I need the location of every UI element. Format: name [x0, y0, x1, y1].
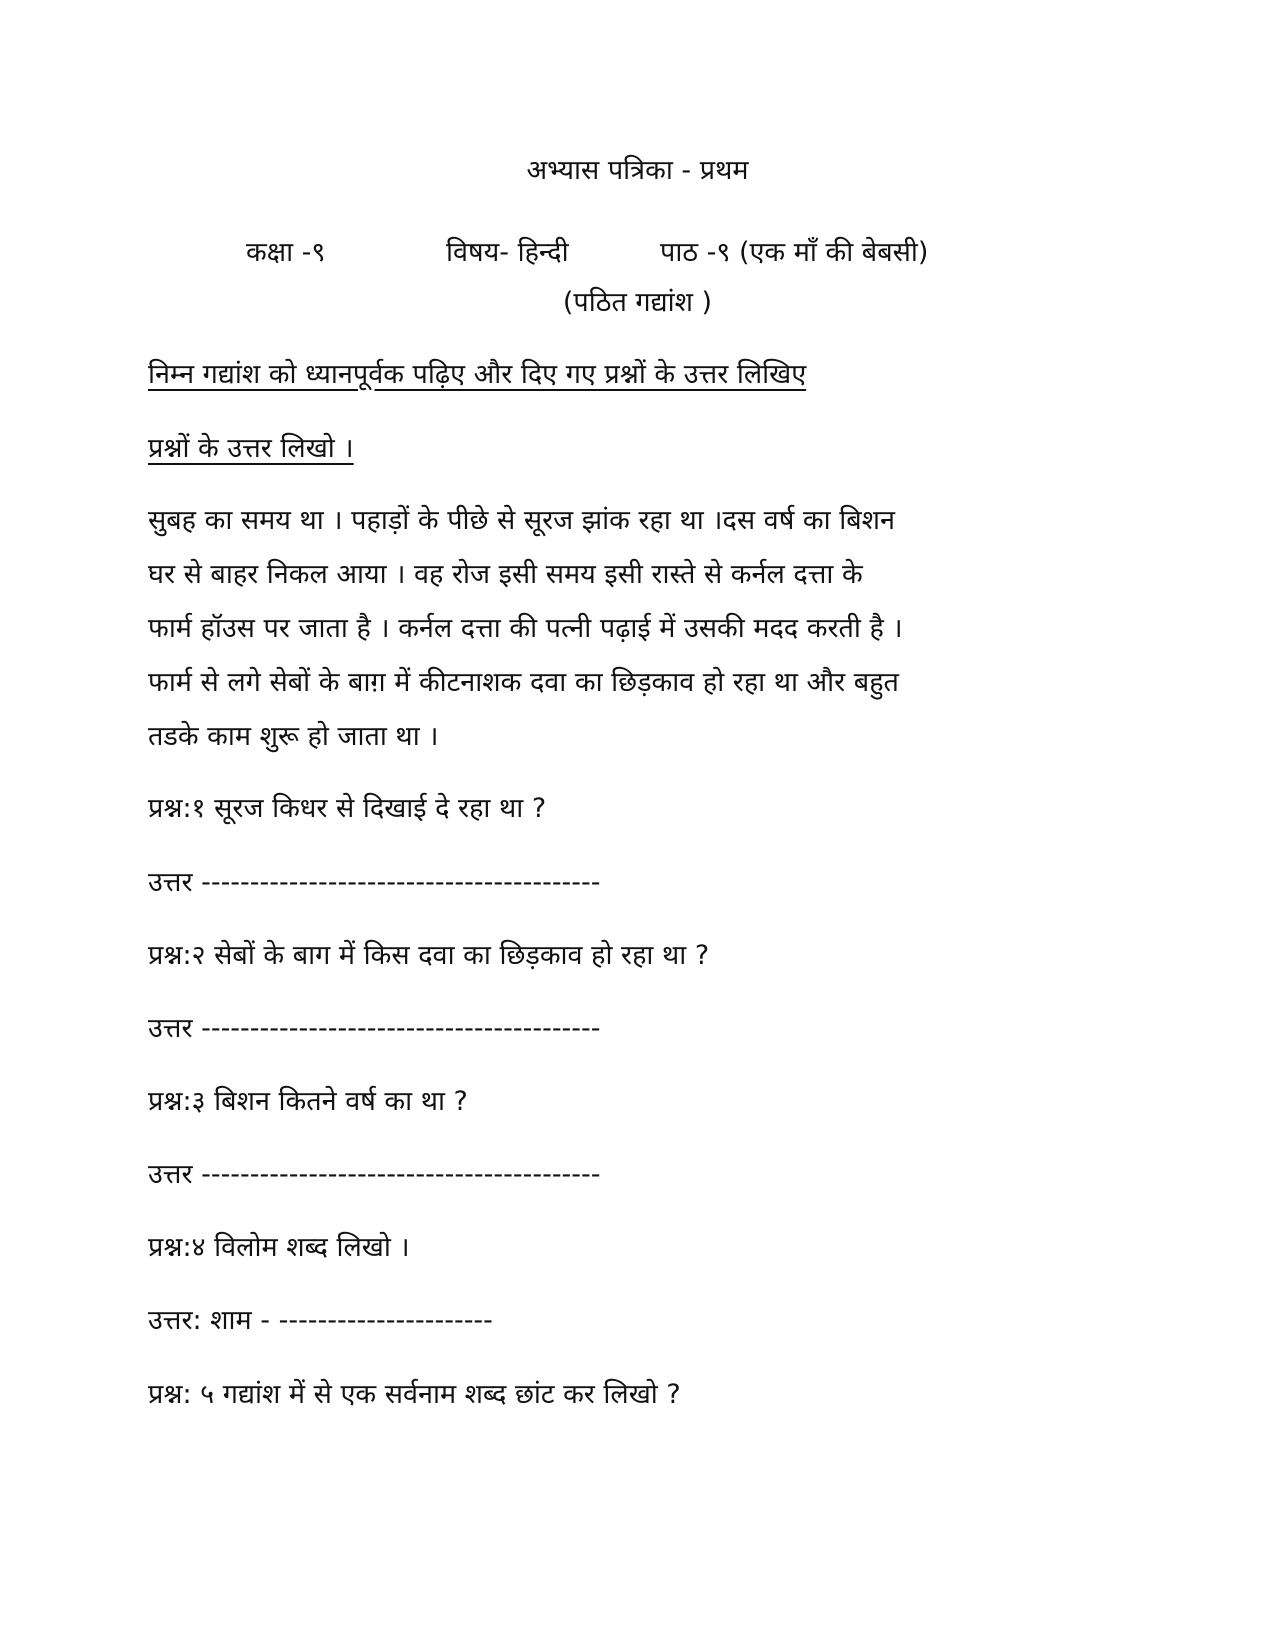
lesson-label: पाठ -९ (एक माँ की बेबसी) — [660, 237, 929, 268]
question-1: प्रश्न:१ सूरज किधर से दिखाई दे रहा था ? — [148, 793, 547, 824]
passage-line: तडके काम शुरू हो जाता था । — [148, 721, 439, 752]
answer-1: उत्तर ----------------------------------------- — [148, 867, 601, 898]
passage-line: सुबह का समय था । पहाड़ों के पीछे से सूरज झांक रहा था ।दस वर्ष का बिशन — [148, 505, 895, 536]
answer-4: उत्तर: शाम - ---------------------- — [148, 1305, 493, 1336]
worksheet-title: अभ्यास पत्रिका - प्रथम — [526, 155, 749, 186]
instruction-line-2: प्रश्नों के उत्तर लिखो । — [148, 433, 354, 464]
question-2: प्रश्न:२ सेबों के बाग में किस दवा का छिड़काव हो रहा था ? — [148, 940, 710, 971]
passage-line: घर से बाहर निकल आया । वह रोज इसी समय इसी रास्ते से कर्नल दत्ता के — [148, 559, 863, 590]
section-subtitle: (पठित गद्यांश ) — [562, 287, 713, 318]
answer-3: उत्तर ----------------------------------------- — [148, 1159, 601, 1190]
passage-line: फार्म हॉउस पर जाता है । कर्नल दत्ता की पत्नी पढ़ाई में उसकी मदद करती है । — [148, 613, 903, 644]
question-4: प्रश्न:४ विलोम शब्द लिखो । — [148, 1232, 410, 1263]
subject-label: विषय- हिन्दी — [446, 237, 569, 268]
instruction-line-1: निम्न गद्यांश को ध्यानपूर्वक पढ़िए और दिए गए प्रश्नों के उत्तर लिखिए — [148, 359, 807, 390]
class-label: कक्षा -९ — [246, 237, 326, 268]
passage-line: फार्म से लगे सेबों के बाग़ में कीटनाशक दवा का छिड़काव हो रहा था और बहुत — [148, 667, 899, 698]
question-3: प्रश्न:३ बिशन कितने वर्ष का था ? — [148, 1086, 468, 1117]
question-5: प्रश्न: ५ गद्यांश में से एक सर्वनाम शब्द छांट कर लिखो ? — [148, 1379, 681, 1410]
answer-2: उत्तर ----------------------------------------- — [148, 1013, 601, 1044]
